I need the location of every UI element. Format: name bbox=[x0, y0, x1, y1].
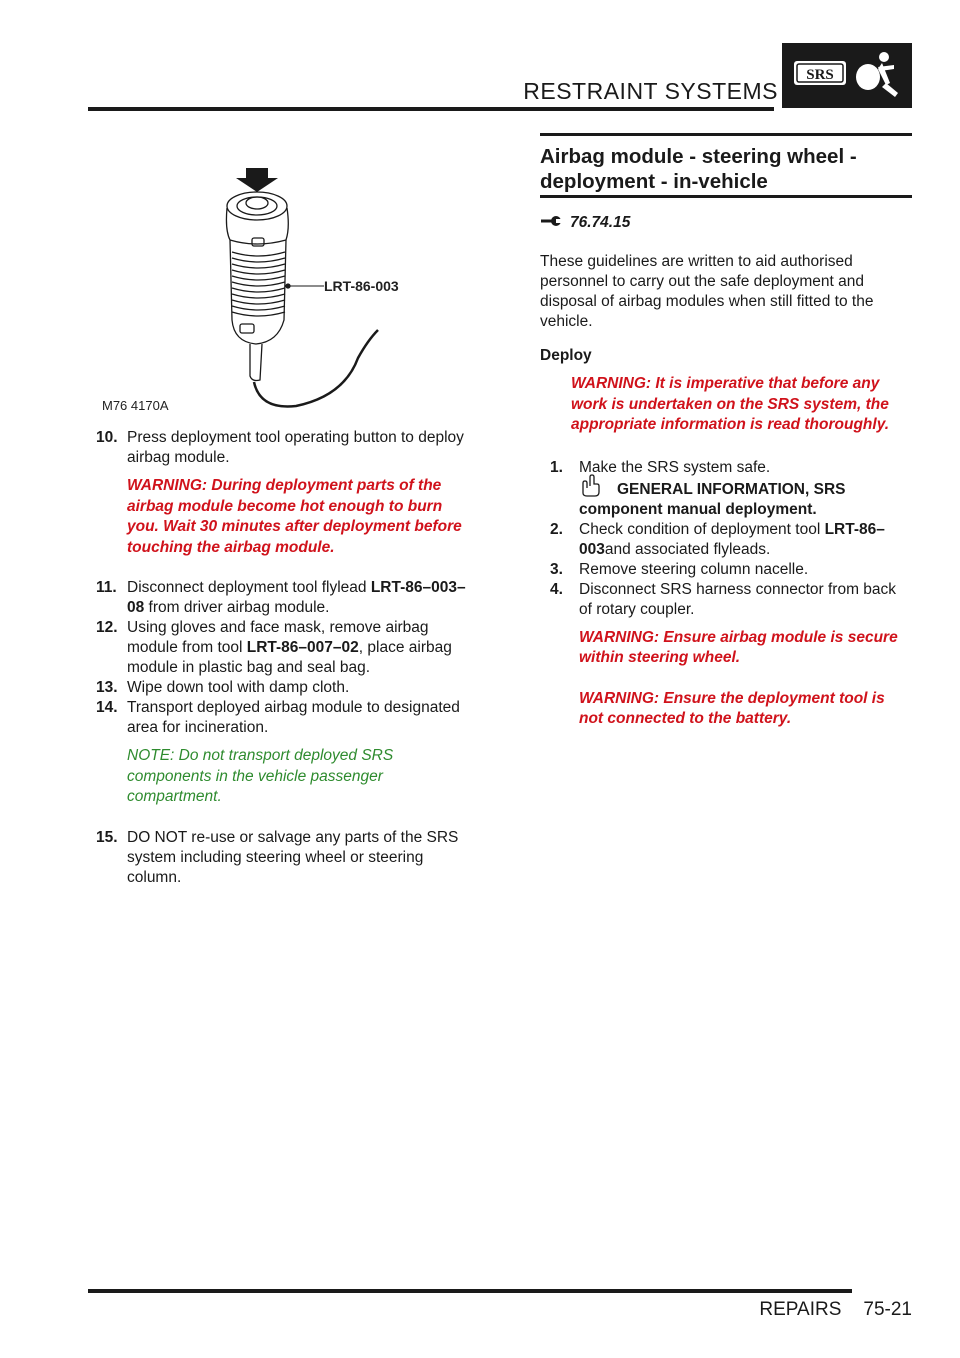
step-number: 1. bbox=[550, 458, 563, 476]
intro-paragraph: These guidelines are written to aid authorised personnel to carry out the safe deployment and disposal of airbag modules when still fitted to the vehicle. bbox=[540, 253, 874, 330]
srs-badge bbox=[782, 43, 912, 108]
step-number: 4. bbox=[550, 580, 563, 598]
down-arrow-icon bbox=[236, 168, 278, 192]
step-text: Disconnect SRS harness connector from back of rotary coupler. bbox=[579, 580, 897, 618]
deployment-tool-figure bbox=[96, 150, 468, 422]
warning-hot-parts: WARNING: During deployment parts of the airbag module become hot enough to burn you. Wait 30 minutes after deployment before touching the airbag module. bbox=[127, 477, 462, 556]
step-number: 2. bbox=[550, 520, 563, 538]
page-footer bbox=[700, 1299, 912, 1321]
figure-reference-label: M76 4170A bbox=[102, 398, 169, 413]
step-13 bbox=[96, 678, 468, 698]
step-text: Wipe down tool with damp cloth. bbox=[127, 679, 350, 696]
step-number: 15. bbox=[96, 828, 118, 846]
step-11 bbox=[96, 578, 468, 618]
step-number: 14. bbox=[96, 699, 118, 716]
step-number: 13. bbox=[96, 679, 118, 696]
figure-callout-label: LRT-86-003 bbox=[324, 278, 399, 294]
airbag-icon bbox=[856, 52, 898, 97]
step-14 bbox=[96, 698, 468, 738]
pointing-hand-icon bbox=[579, 474, 603, 504]
section-title bbox=[540, 144, 912, 194]
section-rule-top bbox=[540, 133, 912, 136]
step-number: 12. bbox=[96, 619, 118, 636]
header-rule bbox=[88, 107, 774, 111]
step-15 bbox=[96, 828, 468, 888]
step-text: Transport deployed airbag module to designated area for incineration. bbox=[127, 699, 460, 736]
warning-read-information: WARNING: It is imperative that before any work is undertaken on the SRS system, the appropriate information is read thoroughly. bbox=[571, 375, 890, 433]
left-column bbox=[96, 428, 468, 888]
step-number: 3. bbox=[550, 560, 563, 578]
operation-code bbox=[540, 214, 630, 232]
step-text: DO NOT re-use or salvage any parts of the SRS system including steering wheel or steering column. bbox=[127, 828, 459, 886]
wrench-icon bbox=[540, 214, 562, 232]
step-text: Remove steering column nacelle. bbox=[579, 560, 809, 578]
step-text: Press deployment tool operating button to deploy airbag module. bbox=[127, 429, 464, 466]
page-header-title: RESTRAINT SYSTEMS bbox=[523, 78, 778, 104]
step-10 bbox=[96, 428, 468, 468]
deploy-heading: Deploy bbox=[540, 347, 592, 364]
cross-reference-line-2: component manual deployment. bbox=[579, 500, 817, 518]
step-2 bbox=[540, 520, 912, 560]
warning-module-secure: WARNING: Ensure airbag module is secure within steering wheel. bbox=[579, 628, 898, 666]
cross-reference-line-1: GENERAL INFORMATION, SRS bbox=[579, 480, 912, 500]
section-title-line-2: deployment - in-vehicle bbox=[540, 170, 768, 193]
step-4 bbox=[540, 580, 912, 620]
step-text: Disconnect deployment tool flylead LRT-86–003–08 from driver airbag module. bbox=[127, 579, 466, 616]
warning-tool-battery: WARNING: Ensure the deployment tool is not connected to the battery. bbox=[579, 689, 885, 727]
step-12 bbox=[96, 618, 468, 678]
step-text: Make the SRS system safe. bbox=[579, 458, 771, 476]
step-number: 10. bbox=[96, 429, 118, 446]
footer-section: REPAIRS bbox=[759, 1299, 842, 1320]
step-text: Using gloves and face mask, remove airbag module from tool LRT-86–007–02, place airbag module in plastic bag and seal bag. bbox=[127, 619, 452, 676]
section-title-line-1: Airbag module - steering wheel - bbox=[540, 145, 857, 168]
deployment-tool-drawing bbox=[226, 192, 378, 407]
step-text: Check condition of deployment tool LRT-86–003and associated flyleads. bbox=[579, 520, 885, 558]
right-column bbox=[540, 252, 912, 750]
section-rule-bottom bbox=[540, 195, 912, 198]
step-3 bbox=[540, 560, 912, 580]
cross-reference[interactable] bbox=[579, 480, 912, 500]
step-number: 11. bbox=[96, 579, 117, 596]
operation-code-text: 76.74.15 bbox=[570, 214, 631, 232]
srs-label-text: SRS bbox=[806, 67, 834, 83]
footer-rule bbox=[88, 1289, 852, 1293]
note-transport: NOTE: Do not transport deployed SRS components in the vehicle passenger compartment. bbox=[127, 747, 394, 805]
page-number: 75-21 bbox=[863, 1299, 912, 1320]
